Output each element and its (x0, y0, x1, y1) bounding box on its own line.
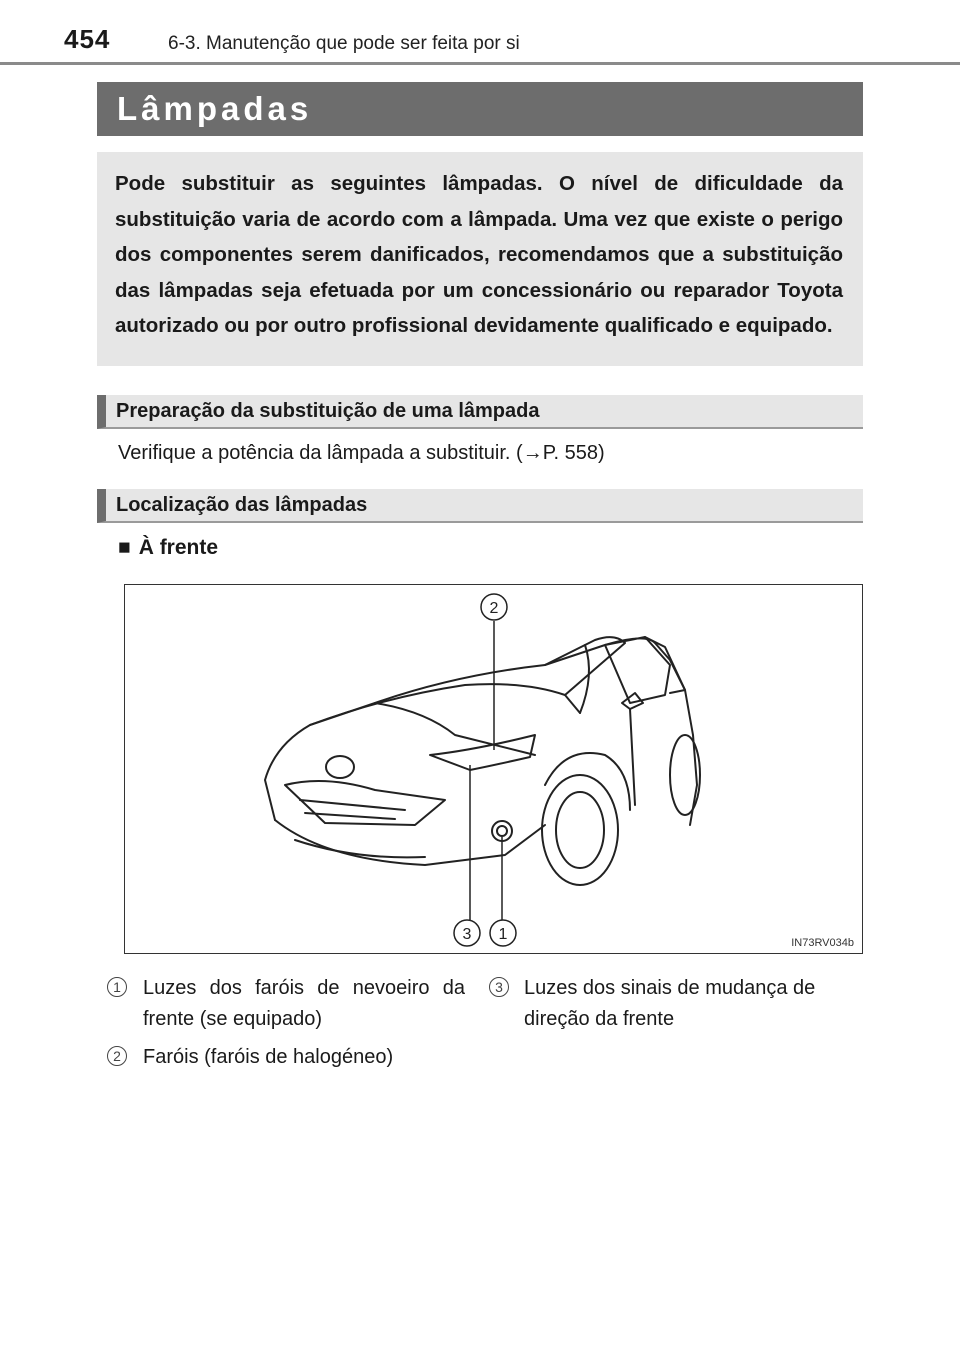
callout-label-3: 3 (462, 926, 472, 943)
section-heading-preparation: Preparação da substituição de uma lâmpada (97, 395, 863, 429)
chapter-header: 6-3. Manutenção que pode ser feita por si (168, 33, 520, 54)
intro-text: Pode substituir as seguintes lâmpadas. O nível de dificuldade da substituição varia de acordo com a lâmpada. Uma vez que existe o perigo dos componentes serem danificados, recomendamos que a substituição das lâmpadas seja efetuada por um concessionário ou reparador Toyota autorizado ou por outro profissional devidamente qualificado e equipado. (115, 172, 843, 337)
intro-box (97, 152, 863, 366)
callout-label-1: 1 (498, 926, 508, 943)
car-front-figure (124, 584, 863, 954)
page-number: 454 (64, 24, 111, 54)
callout-label-2: 2 (489, 600, 499, 617)
square-bullet-icon: ■ (118, 536, 131, 559)
page-title: Lâmpadas (97, 82, 863, 136)
legend-text-3: Luzes dos sinais de mudança de direção da frente (524, 977, 816, 1030)
legend-text-2: Faróis (faróis de halogéneo) (143, 1046, 394, 1068)
legend-text-1: Luzes dos faróis de nevoeiro da frente (se equipado) (143, 977, 465, 1030)
legend-number-1: 1 (107, 977, 127, 997)
legend-number-2: 2 (107, 1046, 127, 1066)
header-rule (0, 62, 960, 65)
legend-number-3: 3 (489, 977, 509, 997)
figure-code: IN73RV034b (791, 937, 854, 949)
subheading-label: À frente (138, 536, 219, 559)
subheading-front (118, 536, 218, 560)
section-heading-location: Localização das lâmpadas (97, 489, 863, 523)
preparation-text: Verifique a potência da lâmpada a substituir. (→P. 558) (118, 442, 605, 464)
car-illustration (125, 585, 864, 955)
